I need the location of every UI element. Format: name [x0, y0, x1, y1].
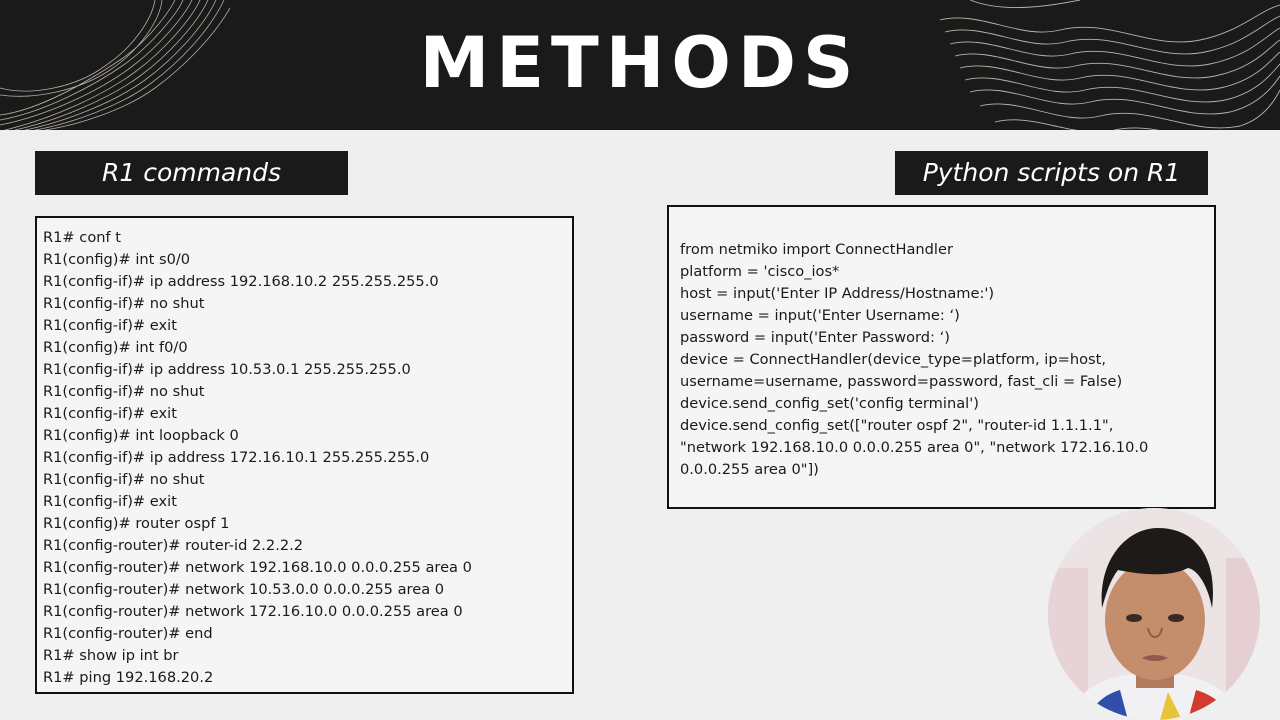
code-line: R1(config)# int loopback 0 — [43, 427, 239, 444]
r1-commands-box — [35, 216, 574, 694]
code-line: "network 192.168.10.0 0.0.0.255 area 0", "network 172.16.10.0 — [680, 439, 1149, 456]
code-line: R1(config-if)# ip address 192.168.10.2 255.255.255.0 — [43, 273, 439, 290]
code-line: R1(config-router)# end — [43, 625, 213, 642]
presenter-webcam — [1048, 508, 1260, 720]
code-line: R1(config-if)# exit — [43, 405, 177, 422]
code-line: device.send_config_set(["router ospf 2", "router-id 1.1.1.1", — [680, 417, 1114, 434]
code-line: R1(config-if)# no shut — [43, 295, 205, 312]
code-line: password = input('Enter Password: ‘) — [680, 329, 950, 346]
page-title: METHODS — [419, 22, 861, 104]
code-line: R1(config-router)# network 192.168.10.0 0.0.0.255 area 0 — [43, 559, 472, 576]
code-line: R1(config)# int s0/0 — [43, 251, 191, 268]
r1-commands-label: R1 commands — [35, 151, 348, 195]
wave-lines-decoration-right — [940, 0, 1280, 130]
code-line: R1(config-if)# exit — [43, 317, 177, 334]
code-line: R1(config-if)# no shut — [43, 471, 205, 488]
header-bar — [0, 0, 1280, 130]
code-line: 0.0.0.255 area 0"]) — [680, 461, 819, 478]
code-line: R1(config)# int f0/0 — [43, 339, 188, 356]
code-line: username=username, password=password, fast_cli = False) — [680, 373, 1123, 390]
code-line: R1(config-if)# exit — [43, 493, 177, 510]
code-line: R1(config-if)# ip address 172.16.10.1 255.255.255.0 — [43, 449, 430, 466]
presenter-portrait — [1048, 508, 1260, 720]
code-line: R1# ping 192.168.20.2 — [43, 669, 214, 686]
code-line: R1(config-if)# ip address 10.53.0.1 255.255.255.0 — [43, 361, 411, 378]
code-line: R1(config-if)# no shut — [43, 383, 205, 400]
code-line: device.send_config_set('config terminal') — [680, 395, 979, 412]
code-line: device = ConnectHandler(device_type=platform, ip=host, — [680, 351, 1106, 368]
code-line: R1(config-router)# network 10.53.0.0 0.0.0.255 area 0 — [43, 581, 445, 598]
code-line: R1# show ip int br — [43, 647, 179, 664]
code-line: host = input('Enter IP Address/Hostname:') — [680, 285, 995, 302]
python-scripts-label: Python scripts on R1 — [895, 151, 1208, 195]
code-line: platform = 'cisco_ios* — [680, 263, 840, 280]
code-line: R1(config-router)# router-id 2.2.2.2 — [43, 537, 304, 554]
code-line: R1# conf t — [43, 229, 121, 246]
code-line: R1(config)# router ospf 1 — [43, 515, 230, 532]
code-line: from netmiko import ConnectHandler — [680, 241, 953, 258]
python-script-box — [667, 205, 1216, 509]
code-line: R1(config-router)# network 172.16.10.0 0.0.0.255 area 0 — [43, 603, 463, 620]
code-line: username = input('Enter Username: ‘) — [680, 307, 960, 324]
